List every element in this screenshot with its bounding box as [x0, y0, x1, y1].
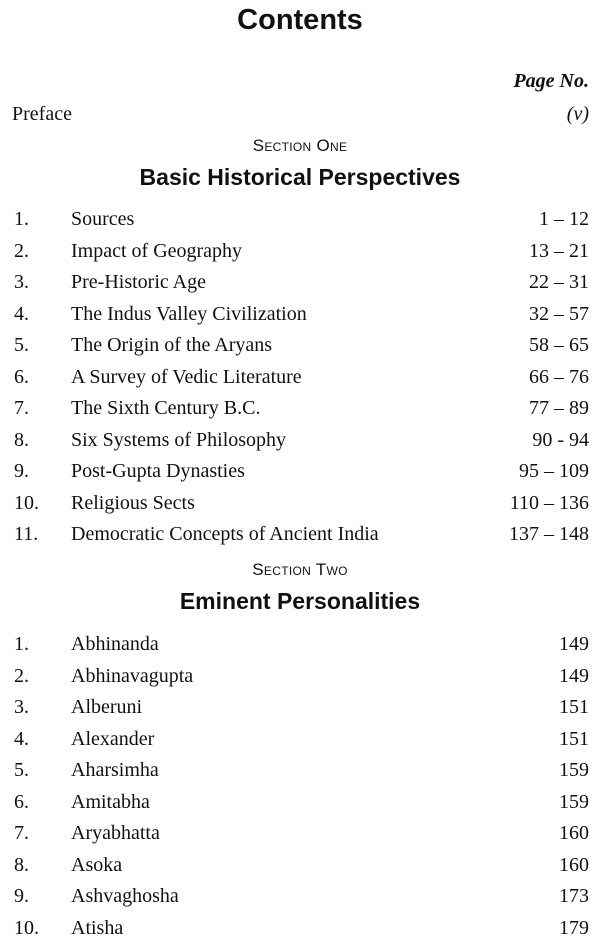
entry-title: Abhinavagupta [71, 664, 194, 687]
toc-entry [0, 915, 600, 947]
toc-entry [0, 883, 600, 915]
preface-label: Preface [12, 103, 72, 125]
entry-title: Atisha [71, 916, 124, 939]
entry-pages: 159 [559, 759, 589, 781]
page-title: Contents [237, 4, 363, 36]
entry-number: 3. [14, 271, 29, 293]
entry-number: 5. [14, 759, 29, 781]
preface-page: (v) [566, 103, 589, 125]
entry-number: 9. [14, 460, 29, 482]
entry-title: Aharsimha [71, 759, 159, 781]
section-two-title: Eminent Personalities [179, 588, 421, 614]
entry-title: Amitabha [71, 790, 150, 813]
toc-entry [0, 269, 600, 301]
section-one-label: Section One [252, 136, 348, 155]
entry-pages: 160 [559, 853, 589, 876]
toc-entry [0, 521, 600, 553]
entry-pages: 22 – 31 [529, 271, 589, 293]
toc-entry [0, 301, 600, 333]
entry-number: 8. [14, 853, 29, 876]
entry-pages: 13 – 21 [529, 239, 589, 262]
entry-title: Alberuni [71, 696, 143, 718]
entry-number: 4. [14, 302, 29, 325]
entry-number: 2. [14, 664, 29, 687]
entry-title: A Survey of Vedic Literature [71, 365, 302, 388]
toc-entry [0, 694, 600, 726]
section-one-entries [0, 206, 600, 553]
entry-number: 10. [14, 916, 39, 939]
entry-pages: 32 – 57 [529, 302, 589, 325]
entry-title: The Origin of the Aryans [71, 334, 273, 356]
entry-title: The Sixth Century B.C. [71, 397, 261, 419]
toc-entry [0, 631, 600, 663]
toc-entry [0, 332, 600, 364]
toc-entry [0, 364, 600, 396]
entry-pages: 151 [559, 727, 589, 750]
entry-title: Aryabhatta [71, 822, 160, 844]
entry-title: Impact of Geography [71, 239, 243, 262]
toc-entry [0, 757, 600, 789]
entry-pages: 95 – 109 [519, 460, 589, 482]
entry-title: Ashvaghosha [71, 885, 179, 907]
entry-pages: 1 – 12 [539, 208, 589, 230]
entry-number: 3. [14, 696, 29, 718]
entry-pages: 160 [559, 822, 589, 844]
toc-entry [0, 726, 600, 758]
entry-pages: 77 – 89 [529, 397, 589, 419]
section-one-title: Basic Historical Perspectives [139, 164, 461, 190]
entry-pages: 66 – 76 [529, 365, 589, 388]
section-two-label: Section Two [252, 560, 348, 579]
entry-number: 4. [14, 727, 29, 750]
entry-title: Religious Sects [71, 491, 195, 514]
toc-entry [0, 458, 600, 490]
entry-number: 1. [14, 633, 29, 655]
entry-pages: 149 [559, 633, 589, 655]
entry-pages: 149 [559, 664, 589, 687]
entry-title: Alexander [71, 727, 155, 750]
toc-entry [0, 490, 600, 522]
toc-entry [0, 789, 600, 821]
entry-pages: 110 – 136 [509, 491, 589, 514]
toc-entry [0, 820, 600, 852]
entry-title: Democratic Concepts of Ancient India [71, 523, 379, 545]
toc-entry [0, 238, 600, 270]
entry-pages: 137 – 148 [509, 523, 589, 545]
entry-number: 8. [14, 428, 29, 451]
toc-entry [0, 852, 600, 884]
entry-number: 6. [14, 365, 29, 388]
entry-pages: 151 [559, 696, 589, 718]
page-number-header: Page No. [513, 70, 589, 92]
entry-number: 9. [14, 885, 29, 907]
entry-number: 1. [14, 208, 29, 230]
toc-entry [0, 663, 600, 695]
entry-pages: 90 - 94 [532, 428, 589, 451]
entry-pages: 159 [559, 790, 589, 813]
entry-number: 10. [14, 491, 39, 514]
entry-pages: 179 [559, 916, 589, 939]
entry-number: 5. [14, 334, 29, 356]
entry-title: Abhinanda [71, 633, 159, 655]
section-two-entries [0, 631, 600, 946]
toc-entry [0, 206, 600, 238]
entry-number: 7. [14, 397, 29, 419]
entry-title: Sources [71, 208, 135, 230]
entry-number: 6. [14, 790, 29, 813]
entry-pages: 58 – 65 [529, 334, 589, 356]
entry-title: Six Systems of Philosophy [71, 428, 287, 451]
entry-number: 11. [14, 523, 39, 545]
toc-entry [0, 395, 600, 427]
entry-title: The Indus Valley Civilization [71, 302, 307, 325]
entry-title: Pre-Historic Age [71, 271, 206, 293]
entry-title: Post-Gupta Dynasties [71, 460, 245, 482]
entry-number: 7. [14, 822, 29, 844]
entry-number: 2. [14, 239, 29, 262]
entry-pages: 173 [559, 885, 589, 907]
toc-entry [0, 427, 600, 459]
entry-title: Asoka [71, 853, 123, 876]
